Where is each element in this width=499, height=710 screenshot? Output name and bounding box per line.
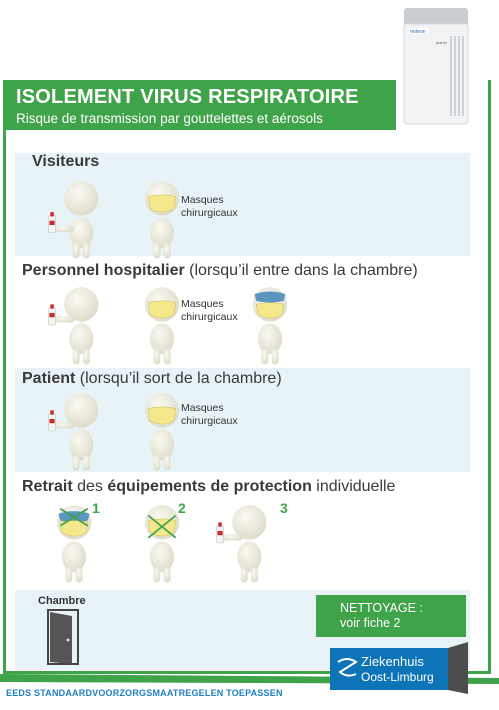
door-icon: [44, 606, 84, 666]
visiteurs-label: Visiteurs: [32, 153, 100, 170]
patient-hand-hygiene-figure: [42, 388, 112, 474]
poster-header: [6, 80, 396, 130]
logo-gray-tab: [448, 642, 468, 694]
retrait-label: Retrait des équipements de protection individuelle: [22, 478, 396, 495]
patient-label: Patient (lorsqu’il sort de la chambre): [22, 370, 282, 387]
nettoyage-title: NETTOYAGE :: [340, 601, 423, 615]
patient-mask-figure: [132, 388, 192, 474]
logo-line2: Oost-Limburg: [361, 670, 434, 684]
nettoyage-box: [316, 595, 466, 637]
hospital-logo: [330, 648, 448, 690]
staff-hand-hygiene-figure: [42, 282, 112, 368]
poster-title: ISOLEMENT VIRUS RESPIRATOIRE: [16, 86, 359, 108]
footer-text: EEDS STANDAARDVOORZORGSMAATREGELEN TOEPASSEN: [6, 688, 283, 698]
poster-subtitle: Risque de transmission par gouttelettes et aérosols: [16, 111, 323, 126]
chambre-label: Chambre: [38, 595, 86, 607]
patient-mask-text: Masques chirurgicaux: [181, 402, 238, 427]
visiteurs-mask-text: Masques chirurgicaux: [181, 194, 238, 219]
removal-step1-number: 1: [92, 500, 100, 516]
staff-goggles-mask-figure: [240, 282, 300, 368]
logo-line1: Ziekenhuis: [361, 654, 424, 669]
visitor-hand-hygiene-figure: [42, 176, 112, 262]
logo-mark-icon: [336, 656, 358, 682]
removal-step3-figure: [210, 500, 280, 586]
removal-step2-number: 2: [178, 500, 186, 516]
brand-label: redeon: [410, 29, 426, 35]
removal-step3-number: 3: [280, 500, 288, 516]
staff-mask-figure: [132, 282, 192, 368]
device-front-label: planet: [436, 40, 447, 45]
personnel-mask-text: Masques chirurgicaux: [181, 298, 238, 323]
nettoyage-link: voir fiche 2: [340, 616, 401, 630]
personnel-label: Personnel hospitalier (lorsqu’il entre dans la chambre): [22, 262, 418, 279]
